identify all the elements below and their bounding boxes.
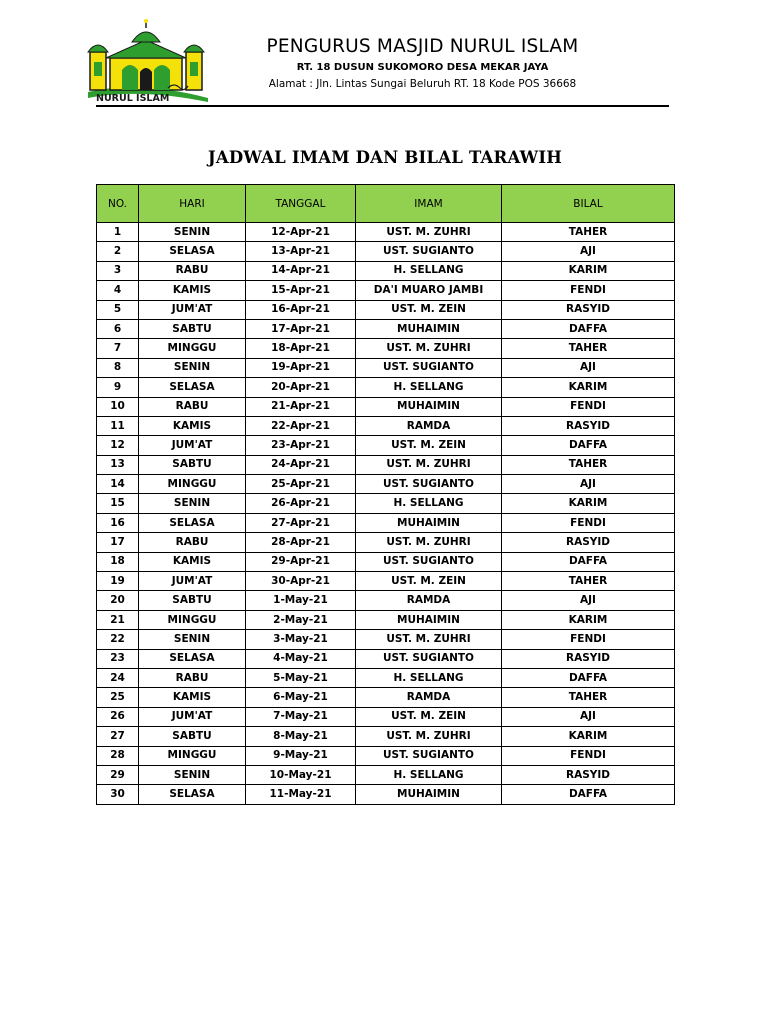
cell-no: 2 <box>97 242 139 261</box>
cell-imam: UST. SUGIANTO <box>356 242 502 261</box>
table-row <box>97 707 675 726</box>
cell-hari: SENIN <box>139 223 246 242</box>
cell-bilal: RASYID <box>502 300 675 319</box>
cell-hari: MINGGU <box>139 339 246 358</box>
cell-hari: KAMIS <box>139 416 246 435</box>
cell-bilal: AJI <box>502 475 675 494</box>
cell-bilal: RASYID <box>502 765 675 784</box>
cell-bilal: FENDI <box>502 746 675 765</box>
cell-tanggal: 30-Apr-21 <box>246 572 356 591</box>
cell-no: 21 <box>97 610 139 629</box>
cell-no: 5 <box>97 300 139 319</box>
cell-tanggal: 5-May-21 <box>246 668 356 687</box>
cell-imam: UST. M. ZEIN <box>356 707 502 726</box>
cell-hari: RABU <box>139 397 246 416</box>
cell-imam: MUHAIMIN <box>356 610 502 629</box>
cell-no: 25 <box>97 688 139 707</box>
table-row <box>97 397 675 416</box>
cell-imam: DA'I MUARO JAMBI <box>356 281 502 300</box>
cell-tanggal: 9-May-21 <box>246 746 356 765</box>
cell-bilal: FENDI <box>502 630 675 649</box>
cell-tanggal: 24-Apr-21 <box>246 455 356 474</box>
cell-imam: H. SELLANG <box>356 378 502 397</box>
table-row <box>97 300 675 319</box>
cell-tanggal: 10-May-21 <box>246 765 356 784</box>
column-header-no: NO. <box>97 185 139 223</box>
cell-bilal: AJI <box>502 242 675 261</box>
cell-bilal: DAFFA <box>502 785 675 804</box>
column-header-tanggal: TANGGAL <box>246 185 356 223</box>
table-row <box>97 668 675 687</box>
cell-imam: UST. M. ZUHRI <box>356 533 502 552</box>
cell-tanggal: 28-Apr-21 <box>246 533 356 552</box>
org-name: PENGURUS MASJID NURUL ISLAM <box>266 36 579 57</box>
column-header-bilal: BILAL <box>502 185 675 223</box>
cell-hari: KAMIS <box>139 281 246 300</box>
cell-imam: MUHAIMIN <box>356 319 502 338</box>
cell-no: 6 <box>97 319 139 338</box>
cell-tanggal: 25-Apr-21 <box>246 475 356 494</box>
table-row <box>97 261 675 280</box>
cell-bilal: DAFFA <box>502 552 675 571</box>
table-row <box>97 688 675 707</box>
cell-imam: UST. SUGIANTO <box>356 358 502 377</box>
cell-bilal: TAHER <box>502 572 675 591</box>
document-title: JADWAL IMAM DAN BILAL TARAWIH <box>207 148 563 167</box>
cell-hari: SABTU <box>139 455 246 474</box>
mosque-logo <box>80 18 215 104</box>
cell-no: 10 <box>97 397 139 416</box>
cell-hari: SENIN <box>139 630 246 649</box>
cell-imam: H. SELLANG <box>356 494 502 513</box>
cell-no: 9 <box>97 378 139 397</box>
table-row <box>97 727 675 746</box>
cell-bilal: AJI <box>502 358 675 377</box>
cell-hari: MINGGU <box>139 746 246 765</box>
cell-imam: H. SELLANG <box>356 668 502 687</box>
cell-no: 4 <box>97 281 139 300</box>
cell-hari: JUM'AT <box>139 707 246 726</box>
cell-hari: SABTU <box>139 319 246 338</box>
org-subtitle: RT. 18 DUSUN SUKOMORO DESA MEKAR JAYA <box>296 62 549 73</box>
cell-bilal: FENDI <box>502 281 675 300</box>
table-row <box>97 223 675 242</box>
cell-no: 8 <box>97 358 139 377</box>
cell-bilal: RASYID <box>502 533 675 552</box>
cell-bilal: RASYID <box>502 649 675 668</box>
cell-no: 12 <box>97 436 139 455</box>
table-body <box>97 223 675 805</box>
cell-bilal: KARIM <box>502 727 675 746</box>
cell-bilal: FENDI <box>502 397 675 416</box>
cell-tanggal: 17-Apr-21 <box>246 319 356 338</box>
table-row <box>97 455 675 474</box>
cell-tanggal: 3-May-21 <box>246 630 356 649</box>
column-header-hari: HARI <box>139 185 246 223</box>
header-row <box>97 185 675 223</box>
schedule-table <box>96 184 675 805</box>
cell-imam: UST. M. ZEIN <box>356 572 502 591</box>
cell-tanggal: 27-Apr-21 <box>246 513 356 532</box>
cell-no: 3 <box>97 261 139 280</box>
cell-tanggal: 4-May-21 <box>246 649 356 668</box>
cell-tanggal: 12-Apr-21 <box>246 223 356 242</box>
cell-hari: SABTU <box>139 591 246 610</box>
cell-imam: UST. M. ZUHRI <box>356 455 502 474</box>
table-row <box>97 765 675 784</box>
table-row <box>97 552 675 571</box>
cell-hari: SENIN <box>139 494 246 513</box>
cell-hari: SELASA <box>139 649 246 668</box>
cell-hari: JUM'AT <box>139 572 246 591</box>
cell-imam: H. SELLANG <box>356 765 502 784</box>
cell-no: 1 <box>97 223 139 242</box>
cell-no: 26 <box>97 707 139 726</box>
cell-imam: MUHAIMIN <box>356 397 502 416</box>
table-row <box>97 785 675 804</box>
cell-imam: RAMDA <box>356 688 502 707</box>
cell-no: 27 <box>97 727 139 746</box>
cell-bilal: TAHER <box>502 455 675 474</box>
cell-hari: RABU <box>139 668 246 687</box>
cell-tanggal: 21-Apr-21 <box>246 397 356 416</box>
cell-no: 22 <box>97 630 139 649</box>
table-row <box>97 378 675 397</box>
cell-no: 18 <box>97 552 139 571</box>
cell-imam: UST. M. ZUHRI <box>356 339 502 358</box>
cell-tanggal: 15-Apr-21 <box>246 281 356 300</box>
cell-imam: UST. M. ZEIN <box>356 436 502 455</box>
table-header <box>97 185 675 223</box>
cell-hari: RABU <box>139 533 246 552</box>
cell-no: 13 <box>97 455 139 474</box>
cell-imam: H. SELLANG <box>356 261 502 280</box>
cell-hari: SELASA <box>139 242 246 261</box>
table-row <box>97 416 675 435</box>
cell-imam: MUHAIMIN <box>356 513 502 532</box>
table-row <box>97 319 675 338</box>
cell-hari: SENIN <box>139 358 246 377</box>
cell-no: 23 <box>97 649 139 668</box>
table-row <box>97 281 675 300</box>
cell-bilal: KARIM <box>502 378 675 397</box>
cell-bilal: RASYID <box>502 416 675 435</box>
cell-no: 7 <box>97 339 139 358</box>
table-row <box>97 630 675 649</box>
cell-tanggal: 2-May-21 <box>246 610 356 629</box>
cell-bilal: KARIM <box>502 261 675 280</box>
cell-bilal: TAHER <box>502 688 675 707</box>
table-row <box>97 746 675 765</box>
cell-hari: MINGGU <box>139 475 246 494</box>
cell-tanggal: 20-Apr-21 <box>246 378 356 397</box>
cell-tanggal: 11-May-21 <box>246 785 356 804</box>
cell-imam: UST. SUGIANTO <box>356 746 502 765</box>
cell-tanggal: 18-Apr-21 <box>246 339 356 358</box>
cell-no: 17 <box>97 533 139 552</box>
cell-hari: JUM'AT <box>139 300 246 319</box>
cell-tanggal: 16-Apr-21 <box>246 300 356 319</box>
table-row <box>97 513 675 532</box>
cell-imam: UST. SUGIANTO <box>356 475 502 494</box>
cell-bilal: AJI <box>502 591 675 610</box>
cell-no: 28 <box>97 746 139 765</box>
cell-bilal: TAHER <box>502 339 675 358</box>
table-row <box>97 610 675 629</box>
cell-tanggal: 6-May-21 <box>246 688 356 707</box>
column-header-imam: IMAM <box>356 185 502 223</box>
cell-imam: RAMDA <box>356 591 502 610</box>
cell-no: 20 <box>97 591 139 610</box>
cell-no: 15 <box>97 494 139 513</box>
table-row <box>97 339 675 358</box>
cell-hari: KAMIS <box>139 552 246 571</box>
cell-imam: UST. SUGIANTO <box>356 649 502 668</box>
table-row <box>97 494 675 513</box>
logo-text: NURUL ISLAM <box>96 93 170 104</box>
cell-tanggal: 7-May-21 <box>246 707 356 726</box>
cell-hari: RABU <box>139 261 246 280</box>
cell-hari: MINGGU <box>139 610 246 629</box>
cell-bilal: KARIM <box>502 610 675 629</box>
cell-tanggal: 19-Apr-21 <box>246 358 356 377</box>
header-divider <box>96 105 669 107</box>
cell-hari: SELASA <box>139 785 246 804</box>
cell-bilal: FENDI <box>502 513 675 532</box>
cell-tanggal: 13-Apr-21 <box>246 242 356 261</box>
cell-imam: UST. SUGIANTO <box>356 552 502 571</box>
cell-bilal: AJI <box>502 707 675 726</box>
cell-tanggal: 1-May-21 <box>246 591 356 610</box>
cell-imam: UST. M. ZUHRI <box>356 223 502 242</box>
cell-hari: SENIN <box>139 765 246 784</box>
table-row <box>97 358 675 377</box>
cell-imam: RAMDA <box>356 416 502 435</box>
cell-imam: UST. M. ZEIN <box>356 300 502 319</box>
org-address: Alamat : Jln. Lintas Sungai Beluruh RT. 18 Kode POS 36668 <box>268 78 577 90</box>
table-row <box>97 533 675 552</box>
cell-imam: MUHAIMIN <box>356 785 502 804</box>
cell-bilal: DAFFA <box>502 319 675 338</box>
cell-bilal: DAFFA <box>502 668 675 687</box>
cell-hari: SABTU <box>139 727 246 746</box>
cell-no: 11 <box>97 416 139 435</box>
cell-tanggal: 26-Apr-21 <box>246 494 356 513</box>
table-row <box>97 475 675 494</box>
cell-hari: SELASA <box>139 378 246 397</box>
cell-no: 29 <box>97 765 139 784</box>
cell-hari: JUM'AT <box>139 436 246 455</box>
cell-bilal: TAHER <box>502 223 675 242</box>
cell-no: 19 <box>97 572 139 591</box>
table-row <box>97 591 675 610</box>
cell-imam: UST. M. ZUHRI <box>356 727 502 746</box>
cell-bilal: KARIM <box>502 494 675 513</box>
table-row <box>97 436 675 455</box>
cell-tanggal: 29-Apr-21 <box>246 552 356 571</box>
table-row <box>97 572 675 591</box>
table-row <box>97 649 675 668</box>
cell-imam: UST. M. ZUHRI <box>356 630 502 649</box>
cell-tanggal: 14-Apr-21 <box>246 261 356 280</box>
cell-tanggal: 8-May-21 <box>246 727 356 746</box>
cell-tanggal: 23-Apr-21 <box>246 436 356 455</box>
cell-no: 16 <box>97 513 139 532</box>
cell-no: 30 <box>97 785 139 804</box>
cell-tanggal: 22-Apr-21 <box>246 416 356 435</box>
table-row <box>97 242 675 261</box>
cell-no: 14 <box>97 475 139 494</box>
cell-hari: KAMIS <box>139 688 246 707</box>
cell-bilal: DAFFA <box>502 436 675 455</box>
cell-no: 24 <box>97 668 139 687</box>
cell-hari: SELASA <box>139 513 246 532</box>
